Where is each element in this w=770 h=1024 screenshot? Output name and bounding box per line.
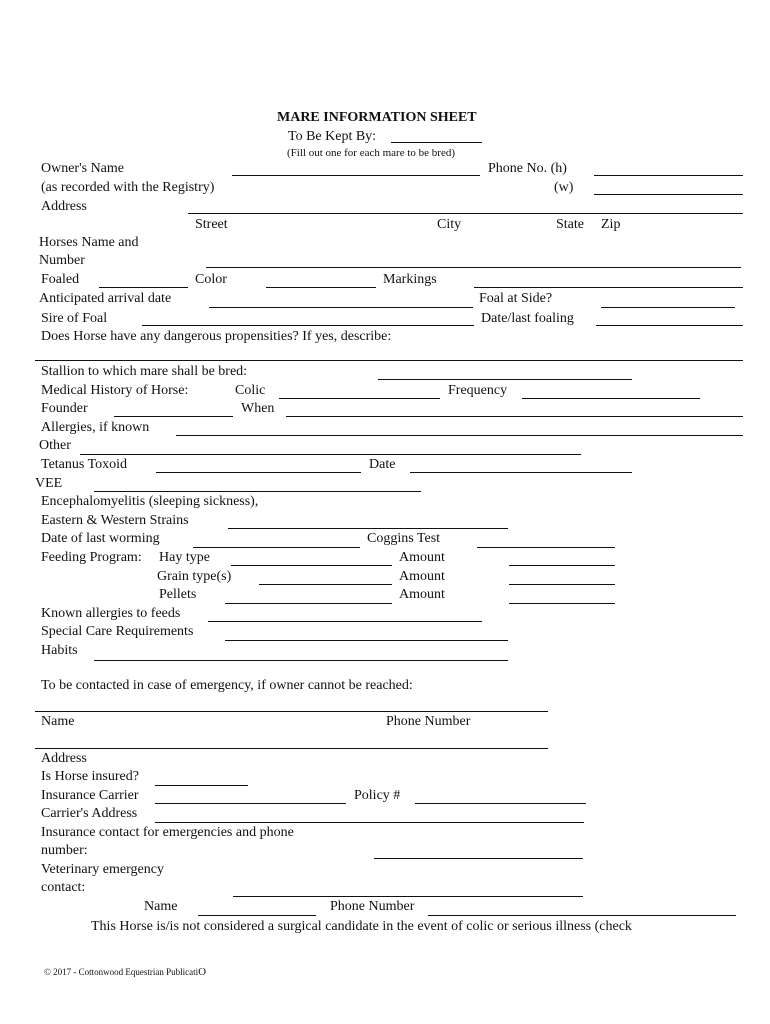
vet-contact-label-2: contact: (41, 880, 86, 895)
emergency-address-label: Address (41, 751, 87, 766)
pellets-amount-field[interactable] (509, 603, 615, 604)
phone-work-field[interactable] (594, 194, 743, 195)
owner-name-field[interactable] (232, 175, 480, 176)
color-label: Color (195, 272, 227, 287)
pellets-amount-label: Amount (399, 587, 445, 602)
strains-field[interactable] (228, 528, 508, 529)
vet-contact-field[interactable] (233, 896, 583, 897)
founder-label: Founder (41, 401, 88, 416)
encephalo-label: Encephalomyelitis (sleeping sickness), (41, 494, 259, 509)
insured-label: Is Horse insured? (41, 769, 139, 784)
emergency-phone-label: Phone Number (386, 714, 471, 729)
vee-field[interactable] (94, 491, 421, 492)
hay-amount-field[interactable] (509, 565, 615, 566)
markings-label: Markings (383, 272, 437, 287)
stallion-label: Stallion to which mare shall be bred: (41, 364, 248, 379)
when-field[interactable] (286, 416, 743, 417)
city-label: City (437, 217, 462, 232)
grain-type-field[interactable] (259, 584, 392, 585)
tetanus-field[interactable] (156, 472, 361, 473)
colic-label: Colic (235, 383, 266, 398)
address-field[interactable] (188, 213, 743, 214)
tetanus-date-field[interactable] (410, 472, 632, 473)
color-field[interactable] (266, 287, 376, 288)
grain-amount-label: Amount (399, 569, 445, 584)
emergency-intro: To be contacted in case of emergency, if owner cannot be reached: (41, 678, 413, 693)
founder-field[interactable] (114, 416, 233, 417)
vet-contact-label: Veterinary emergency (41, 862, 164, 877)
street-label: Street (195, 217, 228, 232)
footer-copyright: © 2017 - Cottonwood Equestrian PublicatiO (44, 966, 207, 978)
emergency-contact-field[interactable] (35, 711, 548, 712)
phone-home-field[interactable] (594, 175, 743, 176)
coggins-field[interactable] (477, 547, 615, 548)
hay-type-label: Hay type (159, 550, 210, 565)
worming-label: Date of last worming (41, 531, 160, 546)
vee-label: VEE (35, 476, 63, 491)
kept-by-label: To Be Kept By: (288, 129, 377, 144)
tetanus-label: Tetanus Toxoid (41, 457, 128, 472)
foal-at-side-label: Foal at Side? (479, 291, 553, 306)
state-label: State (556, 217, 584, 232)
vet-phone-field[interactable] (428, 915, 736, 916)
emergency-address-field[interactable] (35, 748, 548, 749)
arrival-date-field[interactable] (209, 307, 473, 308)
frequency-label: Frequency (448, 383, 508, 398)
sire-label: Sire of Foal (41, 311, 108, 326)
when-label: When (241, 401, 275, 416)
form-title: MARE INFORMATION SHEET (277, 110, 477, 125)
markings-field[interactable] (474, 287, 743, 288)
carrier-address-field[interactable] (155, 822, 584, 823)
dangerous-question: Does Horse have any dangerous propensities? If yes, describe: (41, 329, 392, 344)
surgical-candidate-text: This Horse is/is not considered a surgical candidate in the event of colic or serious illness (check (91, 919, 632, 934)
other-field[interactable] (80, 454, 581, 455)
last-foaling-field[interactable] (596, 325, 743, 326)
coggins-label: Coggins Test (367, 531, 441, 546)
carrier-address-label: Carrier's Address (41, 806, 138, 821)
foaled-field[interactable] (99, 287, 188, 288)
emergency-name-label: Name (41, 714, 75, 729)
carrier-field[interactable] (155, 803, 346, 804)
insured-field[interactable] (155, 785, 248, 786)
grain-amount-field[interactable] (509, 584, 615, 585)
frequency-field[interactable] (522, 398, 700, 399)
horse-number-label: Number (39, 253, 85, 268)
colic-field[interactable] (279, 398, 440, 399)
hay-type-field[interactable] (231, 565, 392, 566)
feed-allergies-field[interactable] (208, 621, 482, 622)
worming-field[interactable] (193, 547, 360, 548)
foal-at-side-field[interactable] (601, 307, 735, 308)
horse-name-field[interactable] (206, 267, 741, 268)
special-care-label: Special Care Requirements (41, 624, 194, 639)
owner-name-label: Owner's Name (41, 161, 124, 176)
strains-label: Eastern & Western Strains (41, 513, 189, 528)
special-care-field[interactable] (225, 640, 508, 641)
stallion-field[interactable] (378, 379, 632, 380)
kept-by-field[interactable] (391, 142, 482, 143)
insurance-contact-number-label: number: (41, 843, 88, 858)
tetanus-date-label: Date (369, 457, 396, 472)
insurance-contact-label: Insurance contact for emergencies and phone (41, 825, 294, 840)
sire-field[interactable] (142, 325, 474, 326)
policy-label: Policy # (354, 788, 401, 803)
insurance-contact-field[interactable] (374, 858, 583, 859)
instructions-text: (Fill out one for each mare to be bred) (287, 147, 455, 159)
allergies-field[interactable] (176, 435, 743, 436)
habits-field[interactable] (94, 660, 508, 661)
phone-work-label: (w) (554, 180, 574, 195)
pellets-field[interactable] (225, 603, 392, 604)
address-label: Address (41, 199, 87, 214)
other-label: Other (39, 438, 71, 453)
habits-label: Habits (41, 643, 78, 658)
pellets-label: Pellets (159, 587, 197, 602)
policy-field[interactable] (415, 803, 586, 804)
zip-label: Zip (601, 217, 621, 232)
last-foaling-label: Date/last foaling (481, 311, 574, 326)
feeding-program-label: Feeding Program: (41, 550, 142, 565)
allergies-label: Allergies, if known (41, 420, 150, 435)
foaled-label: Foaled (41, 272, 80, 287)
feed-allergies-label: Known allergies to feeds (41, 606, 181, 621)
vet-phone-label: Phone Number (330, 899, 415, 914)
vet-name-field[interactable] (198, 915, 316, 916)
arrival-date-label: Anticipated arrival date (39, 291, 172, 306)
carrier-label: Insurance Carrier (41, 788, 139, 803)
hay-amount-label: Amount (399, 550, 445, 565)
medical-history-label: Medical History of Horse: (41, 383, 189, 398)
registry-note: (as recorded with the Registry) (41, 180, 215, 195)
horse-name-label: Horses Name and (39, 235, 139, 250)
vet-name-label: Name (144, 899, 178, 914)
phone-home-label: Phone No. (h) (488, 161, 567, 176)
grain-type-label: Grain type(s) (157, 569, 232, 584)
dangerous-field[interactable] (35, 360, 743, 361)
